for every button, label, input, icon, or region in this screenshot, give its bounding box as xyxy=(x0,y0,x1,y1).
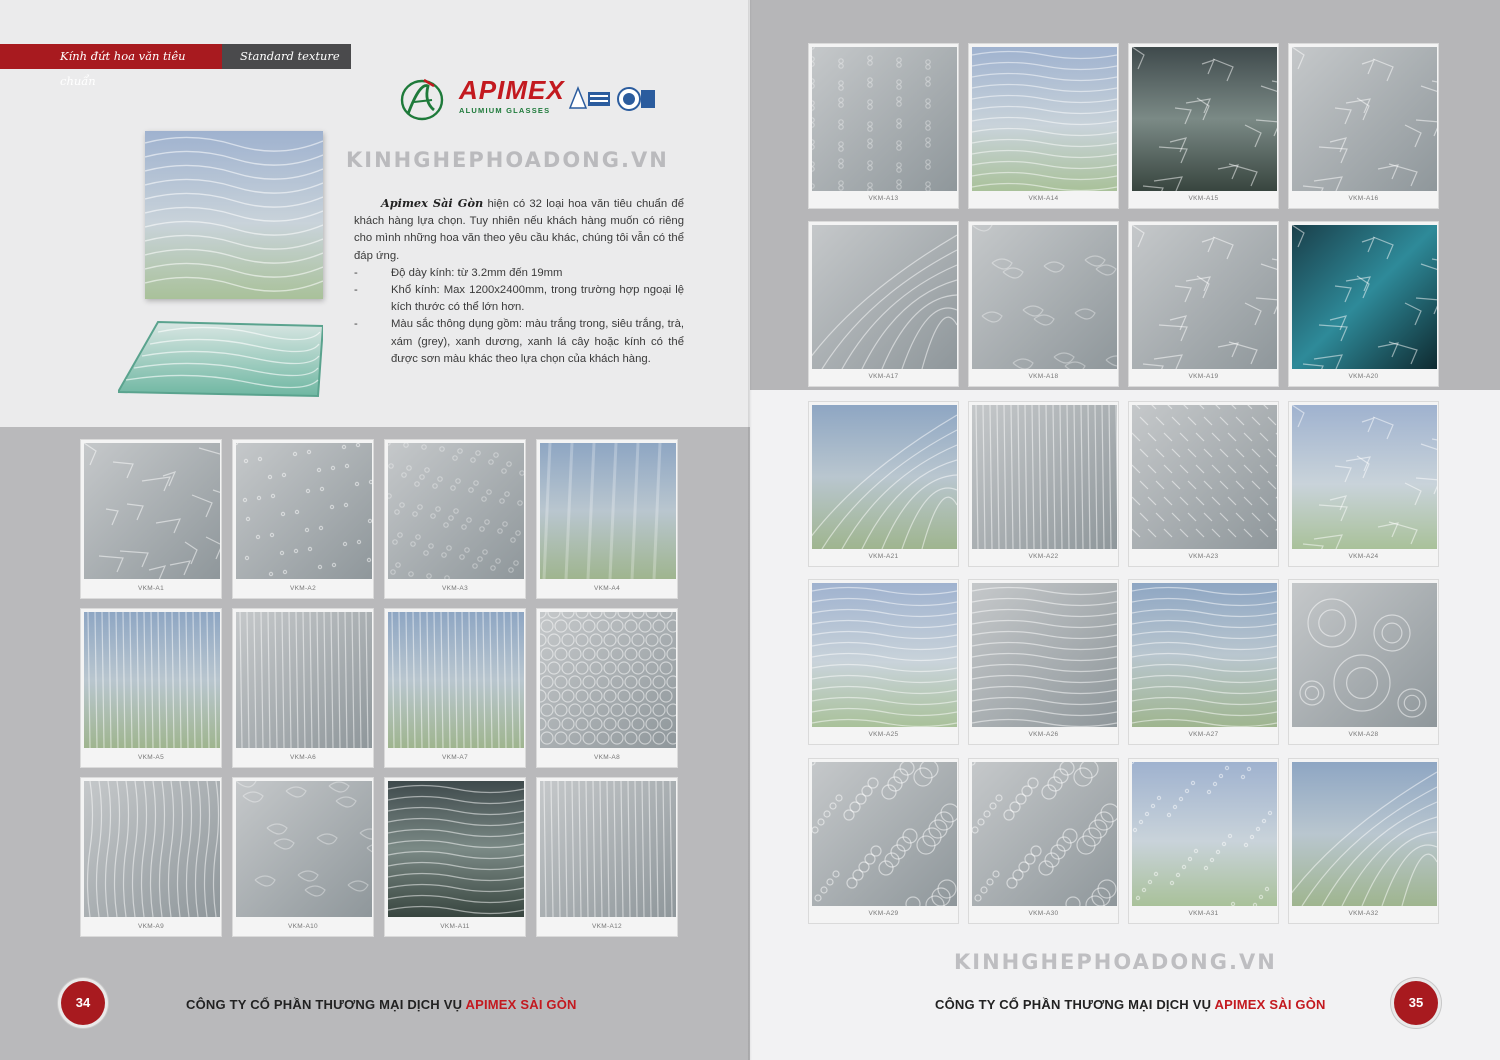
texture-sample-card xyxy=(232,608,374,768)
texture-sample-image xyxy=(388,612,524,748)
texture-sample-card xyxy=(1288,43,1439,209)
texture-sample-card xyxy=(968,579,1119,745)
texture-sample-image xyxy=(812,225,957,369)
texture-sample-image xyxy=(540,781,676,917)
texture-sample-label: VKM-A29 xyxy=(868,910,899,917)
texture-sample-image xyxy=(1292,762,1437,906)
texture-sample-image xyxy=(1292,47,1437,191)
texture-sample-label: VKM-A24 xyxy=(1348,553,1379,560)
intro-bullet: - Độ dày kính: từ 3.2mm đến 19mm xyxy=(354,266,563,279)
texture-sample-card xyxy=(968,221,1119,387)
iso-icon xyxy=(616,86,656,112)
texture-sample-label: VKM-A18 xyxy=(1028,373,1059,380)
texture-sample-card xyxy=(384,439,526,599)
footer-company-right: CÔNG TY CỔ PHẦN THƯƠNG MẠI DỊCH VỤ APIMEX SÀI GÒN xyxy=(935,997,1326,1012)
texture-sample-image xyxy=(236,781,372,917)
texture-sample-image xyxy=(1292,583,1437,727)
glass-sheet-image xyxy=(118,318,323,400)
texture-sample-image xyxy=(388,781,524,917)
texture-sample-card xyxy=(536,777,678,937)
certification-icon xyxy=(568,86,612,112)
texture-sample-image xyxy=(972,47,1117,191)
section-title-en: Standard texture xyxy=(222,44,351,69)
texture-sample-image xyxy=(812,405,957,549)
texture-sample-label: VKM-A20 xyxy=(1348,373,1379,380)
texture-sample-card xyxy=(232,439,374,599)
texture-sample-image xyxy=(1292,225,1437,369)
page-number-left: 34 xyxy=(61,981,105,1025)
texture-sample-image xyxy=(812,583,957,727)
texture-sample-image xyxy=(1132,225,1277,369)
texture-sample-card xyxy=(1128,579,1279,745)
texture-sample-card xyxy=(384,608,526,768)
texture-sample-label: VKM-A23 xyxy=(1188,553,1219,560)
texture-sample-card xyxy=(808,221,959,387)
texture-sample-image xyxy=(236,612,372,748)
texture-sample-image xyxy=(812,762,957,906)
intro-bullet: - Màu sắc thông dụng gồm: màu trắng trong, siêu trắng, trà, xám (grey), xanh dương, xanh lá cây hoặc kính có thể được sơn màu khác theo lựa chọn của khách hàng. xyxy=(354,318,684,365)
texture-sample-label: VKM-A15 xyxy=(1188,195,1219,202)
texture-sample-card xyxy=(536,439,678,599)
intro-lead: hiện có 32 loại hoa văn tiêu chuẩn để khách hàng lựa chọn. Tuy nhiên nếu khách hàng muốn có riêng cho mình những hoa văn theo yêu cầu khác, chúng tôi vẫn có thể đáp ứng. xyxy=(354,198,684,262)
texture-sample-card xyxy=(1288,221,1439,387)
texture-sample-card xyxy=(80,608,222,768)
texture-sample-image xyxy=(84,781,220,917)
texture-sample-label: VKM-A28 xyxy=(1348,731,1379,738)
texture-sample-card xyxy=(80,777,222,937)
texture-sample-card xyxy=(808,43,959,209)
texture-sample-image xyxy=(1292,405,1437,549)
texture-sample-image xyxy=(1132,583,1277,727)
texture-sample-label: VKM-A10 xyxy=(288,923,318,930)
texture-sample-label: VKM-A19 xyxy=(1188,373,1219,380)
brand-name: APIMEX xyxy=(459,75,565,105)
texture-sample-card xyxy=(1288,401,1439,567)
texture-sample-label: VKM-A11 xyxy=(440,923,470,930)
texture-sample-label: VKM-A25 xyxy=(868,731,899,738)
texture-sample-card xyxy=(232,777,374,937)
texture-sample-label: VKM-A3 xyxy=(441,585,468,592)
texture-sample-card xyxy=(536,608,678,768)
page-gutter xyxy=(748,0,752,1060)
texture-sample-label: VKM-A26 xyxy=(1028,731,1059,738)
watermark-bottom: KINHGHEPHOADONG.VN xyxy=(954,950,1277,974)
texture-sample-card xyxy=(968,401,1119,567)
texture-sample-card xyxy=(384,777,526,937)
texture-sample-card xyxy=(968,758,1119,924)
texture-sample-card xyxy=(80,439,222,599)
texture-sample-label: VKM-A13 xyxy=(868,195,899,202)
texture-sample-label: VKM-A4 xyxy=(593,585,620,592)
texture-sample-card xyxy=(808,758,959,924)
texture-sample-label: VKM-A17 xyxy=(868,373,899,380)
texture-sample-label: VKM-A30 xyxy=(1028,910,1059,917)
texture-sample-image xyxy=(1132,762,1277,906)
texture-sample-image xyxy=(812,47,957,191)
texture-sample-image xyxy=(972,583,1117,727)
texture-sample-label: VKM-A32 xyxy=(1348,910,1379,917)
brand-subtitle: ALUMIUM GLASSES xyxy=(459,106,551,115)
section-header xyxy=(0,44,351,88)
texture-sample-image xyxy=(540,443,676,579)
texture-sample-label: VKM-A16 xyxy=(1348,195,1379,202)
texture-sample-card xyxy=(808,579,959,745)
texture-sample-card xyxy=(1128,401,1279,567)
texture-sample-image xyxy=(236,443,372,579)
texture-sample-image xyxy=(972,405,1117,549)
texture-sample-label: VKM-A31 xyxy=(1188,910,1219,917)
texture-sample-label: VKM-A6 xyxy=(289,754,316,761)
texture-sample-image xyxy=(388,443,524,579)
texture-sample-image xyxy=(1132,405,1277,549)
texture-sample-label: VKM-A22 xyxy=(1028,553,1059,560)
texture-sample-image xyxy=(84,443,220,579)
footer-company-left: CÔNG TY CỔ PHẦN THƯƠNG MẠI DỊCH VỤ APIMEX SÀI GÒN xyxy=(186,997,577,1012)
texture-sample-label: VKM-A5 xyxy=(137,754,164,761)
page-number-right: 35 xyxy=(1394,981,1438,1025)
texture-sample-image xyxy=(84,612,220,748)
intro-paragraph xyxy=(354,195,684,368)
intro-brand: Apimex Sài Gòn xyxy=(381,196,484,210)
texture-sample-card xyxy=(1128,221,1279,387)
texture-sample-label: VKM-A12 xyxy=(592,923,622,930)
intro-bullet: - Khổ kính: Max 1200x2400mm, trong trường hợp ngoại lệ kích thước có thể lớn hơn. xyxy=(354,284,684,314)
texture-sample-label: VKM-A27 xyxy=(1188,731,1219,738)
texture-sample-label: VKM-A9 xyxy=(137,923,164,930)
texture-sample-image xyxy=(972,762,1117,906)
texture-sample-image xyxy=(1132,47,1277,191)
hero-texture-image xyxy=(145,131,323,299)
texture-sample-label: VKM-A1 xyxy=(137,585,164,592)
texture-sample-image xyxy=(540,612,676,748)
texture-sample-card xyxy=(1288,579,1439,745)
section-title-vi: Kính đứt hoa văn tiêu chuẩn xyxy=(0,44,222,69)
texture-sample-label: VKM-A7 xyxy=(441,754,468,761)
texture-sample-card xyxy=(1288,758,1439,924)
texture-sample-card xyxy=(808,401,959,567)
watermark-top: KINHGHEPHOADONG.VN xyxy=(346,148,669,172)
texture-sample-image xyxy=(972,225,1117,369)
apimex-logo-icon xyxy=(398,76,448,122)
texture-sample-label: VKM-A2 xyxy=(289,585,316,592)
texture-sample-label: VKM-A21 xyxy=(868,553,899,560)
texture-sample-label: VKM-A8 xyxy=(593,754,620,761)
texture-sample-card xyxy=(968,43,1119,209)
texture-sample-card xyxy=(1128,758,1279,924)
texture-sample-card xyxy=(1128,43,1279,209)
texture-sample-label: VKM-A14 xyxy=(1028,195,1059,202)
brand-logo xyxy=(459,77,565,115)
